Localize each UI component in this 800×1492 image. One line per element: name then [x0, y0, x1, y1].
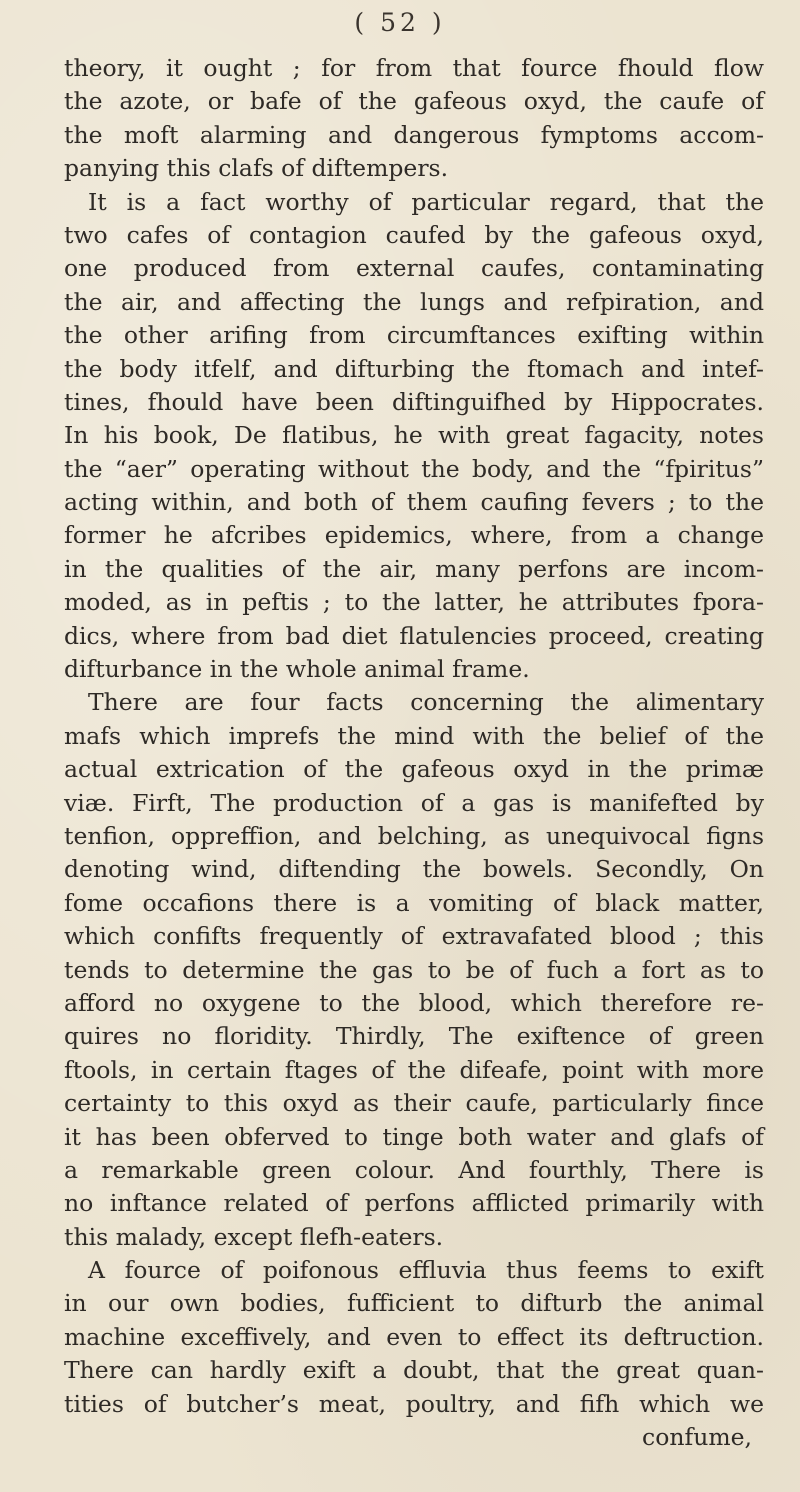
text-line: moded, as in peftis ; to the latter, he attributes fpora- [64, 588, 764, 617]
text-line: mafs which imprefs the mind with the belief of the [64, 721, 764, 750]
text-line: the air, and affecting the lungs and refpiration, and [64, 287, 764, 316]
text-line: it has been obferved to tinge both water and glafs of [64, 1122, 764, 1151]
text-line: acting within, and both of them caufing fevers ; to the [64, 488, 764, 517]
text-line: in the qualities of the air, many perfons are incom- [64, 554, 764, 583]
text-line: There can hardly exift a doubt, that the great quan- [64, 1356, 764, 1385]
body-text [64, 52, 764, 1454]
text-line: ftools, in certain ftages of the difeafe, point with more [64, 1055, 764, 1084]
text-line: denoting wind, diftending the bowels. Secondly, On [64, 855, 764, 884]
text-line: former he afcribes epidemics, where, from a change [64, 521, 764, 550]
text-line: the azote, or bafe of the gafeous oxyd, the caufe of [64, 87, 764, 116]
text-line: tities of butcher’s meat, poultry, and fifh which we [64, 1389, 764, 1418]
text-line: machine exceffively, and even to effect its deftruction. [64, 1322, 764, 1351]
page-number: ( 52 ) [354, 8, 446, 37]
text-line: a remarkable green colour. And fourthly, There is [64, 1155, 764, 1184]
text-line: one produced from external caufes, contaminating [64, 254, 764, 283]
text-line: the body itfelf, and difturbing the ftomach and intef- [64, 354, 764, 383]
text-line: which confifts frequently of extravafated blood ; this [64, 922, 764, 951]
catchword: confume, [642, 1423, 752, 1452]
text-line: tends to determine the gas to be of fuch a fort as to [64, 955, 764, 984]
text-line: quires no floridity. Thirdly, The exiftence of green [64, 1022, 764, 1051]
text-line: tenfion, oppreffion, and belching, as unequivocal figns [64, 821, 764, 850]
text-line: in our own bodies, fufficient to difturb the animal [64, 1289, 764, 1318]
text-line: actual extrication of the gafeous oxyd in the primæ [64, 755, 764, 784]
text-line: dics, where from bad diet flatulencies proceed, creating [64, 621, 764, 650]
text-line: no inftance related of perfons afflicted primarily with [64, 1189, 764, 1218]
paragraph-start-line: It is a fact worthy of particular regard, that the [88, 187, 764, 216]
text-line: the moft alarming and dangerous fymptoms accom- [64, 120, 764, 149]
text-line: afford no oxygene to the blood, which therefore re- [64, 988, 764, 1017]
text-line: the other arifing from circumftances exifting within [64, 321, 764, 350]
text-line: the “aer” operating without the body, and the “fpiritus” [64, 454, 764, 483]
text-line: viæ. Firft, The production of a gas is manifefted by [64, 788, 764, 817]
text-line: theory, it ought ; for from that fource fhould flow [64, 54, 764, 82]
text-line: two cafes of contagion caufed by the gafeous oxyd, [64, 220, 764, 249]
text-line: tines, fhould have been diftinguifhed by Hippocrates. [64, 387, 764, 416]
paragraph-start-line: There are four facts concerning the alimentary [88, 688, 764, 717]
text-line: certainty to this oxyd as their caufe, particularly fince [64, 1089, 764, 1118]
text-line: In his book, De flatibus, he with great fagacity, notes [64, 421, 764, 450]
text-line: difturbance in the whole animal frame. [64, 655, 530, 684]
text-line: fome occafions there is a vomiting of black matter, [64, 888, 764, 917]
text-line: this malady, except flefh-eaters. [64, 1222, 444, 1251]
text-line: panying this clafs of diftempers. [64, 154, 449, 183]
paragraph-start-line: A fource of poifonous effluvia thus feems to exift [88, 1256, 764, 1285]
